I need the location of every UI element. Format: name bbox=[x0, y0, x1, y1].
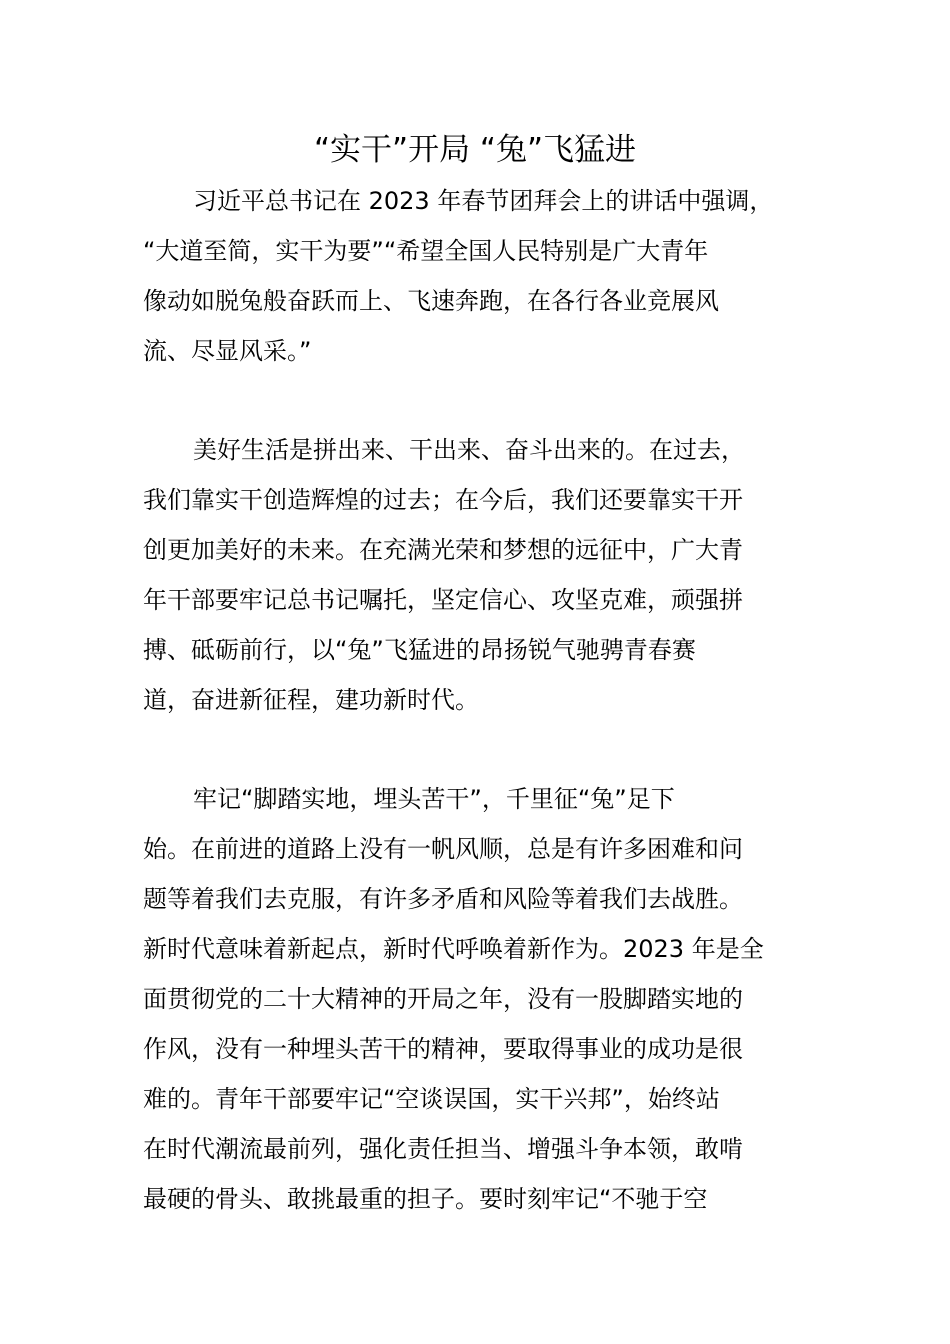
paragraph-line: 作风，没有一种埋头苦干的精神，要取得事业的成功是很 bbox=[143, 1035, 743, 1063]
paragraph-2 bbox=[143, 425, 808, 725]
paragraph-line: 流、尽显风采。” bbox=[143, 337, 312, 365]
paragraph-line: 搏、砥砺前行，以“兔”飞猛进的昂扬锐气驰骋青春赛 bbox=[143, 636, 696, 664]
paragraph-line: 年干部要牢记总书记嘱托，坚定信心、攻坚克难，顽强拼 bbox=[143, 586, 743, 614]
paragraph-line: 美好生活是拼出来、干出来、奋斗出来的。在过去， bbox=[193, 436, 745, 464]
document-title: “实干”开局 “兔”飞猛进 bbox=[313, 132, 637, 168]
paragraph-3 bbox=[143, 774, 808, 1224]
paragraph-line: 牢记“脚踏实地，埋头苦干”，千里征“兔”足下 bbox=[193, 785, 675, 813]
paragraph-line: 难的。青年干部要牢记“空谈误国，实干兴邦”，始终站 bbox=[143, 1085, 720, 1113]
paragraph-1 bbox=[143, 176, 808, 376]
paragraph-line: 像动如脱兔般奋跃而上、飞速奔跑，在各行各业竞展风 bbox=[143, 287, 719, 315]
paragraph-line: 我们靠实干创造辉煌的过去；在今后，我们还要靠实干开 bbox=[143, 486, 743, 514]
paragraph-line: 新时代意味着新起点，新时代呼唤着新作为。2023 年是全 bbox=[143, 935, 764, 963]
paragraph-line: 最硬的骨头、敢挑最重的担子。要时刻牢记“不驰于空 bbox=[143, 1185, 708, 1213]
paragraph-line: 道，奋进新征程，建功新时代。 bbox=[143, 686, 479, 714]
paragraph-line: “大道至简，实干为要”“希望全国人民特别是广大青年 bbox=[143, 237, 709, 265]
paragraph-line: 题等着我们去克服，有许多矛盾和风险等着我们去战胜。 bbox=[143, 885, 743, 913]
paragraph-line: 习近平总书记在 2023 年春节团拜会上的讲话中强调， bbox=[193, 187, 774, 215]
paragraph-line: 始。在前进的道路上没有一帆风顺，总是有许多困难和问 bbox=[143, 835, 743, 863]
paragraph-line: 创更加美好的未来。在充满光荣和梦想的远征中，广大青 bbox=[143, 536, 743, 564]
paragraph-line: 面贯彻党的二十大精神的开局之年，没有一股脚踏实地的 bbox=[143, 985, 743, 1013]
paragraph-line: 在时代潮流最前列，强化责任担当、增强斗争本领，敢啃 bbox=[143, 1135, 743, 1163]
